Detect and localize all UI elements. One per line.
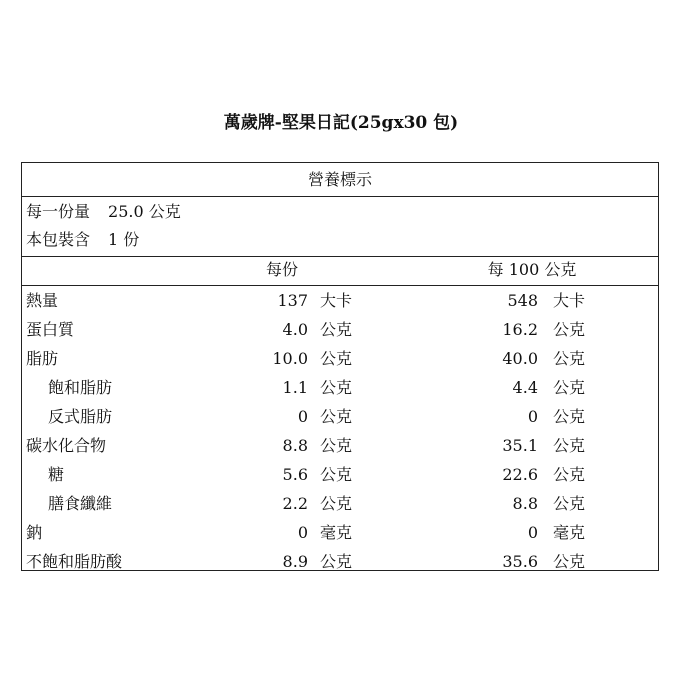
per-100g-value: 35.1: [502, 436, 538, 455]
nutrient-row: [22, 519, 658, 548]
nutrition-facts-table: [21, 162, 659, 571]
per-100g-unit: 公克: [553, 465, 586, 484]
divider: [22, 285, 658, 286]
per-serving-value: 4.0: [282, 320, 308, 339]
per-100g-unit: 公克: [553, 436, 586, 455]
divider: [22, 196, 658, 197]
column-header-per-serving: 每份: [265, 260, 298, 279]
per-100g-value: 35.6: [502, 552, 538, 571]
per-100g-value: 0: [527, 523, 538, 542]
per-100g-value: 40.0: [502, 349, 538, 368]
nutrient-name: 熱量: [26, 291, 59, 310]
nutrient-name: 蛋白質: [26, 320, 75, 339]
nutrient-row: [22, 345, 658, 374]
per-serving-unit: 公克: [320, 552, 353, 571]
per-serving-unit: 公克: [320, 494, 353, 513]
nutrient-row: [22, 316, 658, 345]
per-serving-value: 137: [277, 291, 308, 310]
nutrient-row: [22, 461, 658, 490]
per-100g-value: 4.4: [512, 378, 538, 397]
serving-size-value: 25.0 公克: [108, 202, 181, 221]
nutrient-row: [22, 374, 658, 403]
product-title: 萬歲牌-堅果日記(25gx30 包): [223, 113, 459, 133]
nutrient-row: [22, 548, 658, 577]
servings-label: 本包裝含: [26, 230, 91, 249]
nutrient-name: 糖: [48, 465, 65, 484]
per-serving-unit: 毫克: [320, 523, 353, 542]
per-100g-unit: 公克: [553, 552, 586, 571]
per-100g-value: 0: [527, 407, 538, 426]
per-100g-value: 16.2: [502, 320, 538, 339]
per-serving-value: 2.2: [282, 494, 308, 513]
per-serving-unit: 公克: [320, 436, 353, 455]
per-serving-unit: 公克: [320, 465, 353, 484]
serving-size-label: 每一份量: [26, 202, 91, 221]
nutrient-name: 反式脂肪: [48, 407, 113, 426]
per-serving-unit: 大卡: [320, 291, 353, 310]
per-100g-unit: 大卡: [553, 291, 586, 310]
servings-value: 1 份: [108, 230, 140, 249]
divider: [22, 256, 658, 257]
per-100g-value: 8.8: [512, 494, 538, 513]
per-100g-value: 22.6: [502, 465, 538, 484]
per-serving-unit: 公克: [320, 407, 353, 426]
per-100g-unit: 公克: [553, 349, 586, 368]
nutrient-name: 不飽和脂肪酸: [26, 552, 123, 571]
per-serving-value: 10.0: [272, 349, 308, 368]
per-100g-unit: 公克: [553, 320, 586, 339]
nutrient-row: [22, 287, 658, 316]
nutrient-name: 飽和脂肪: [48, 378, 113, 397]
nutrition-heading: 營養標示: [307, 170, 372, 189]
per-serving-value: 0: [297, 523, 308, 542]
per-serving-unit: 公克: [320, 378, 353, 397]
nutrient-row: [22, 403, 658, 432]
nutrient-row: [22, 490, 658, 519]
per-serving-value: 1.1: [282, 378, 308, 397]
nutrient-name: 鈉: [26, 523, 43, 542]
per-serving-value: 0: [297, 407, 308, 426]
per-serving-value: 5.6: [282, 465, 308, 484]
per-100g-unit: 毫克: [553, 523, 586, 542]
nutrient-name: 碳水化合物: [26, 436, 107, 455]
nutrient-name: 脂肪: [26, 349, 59, 368]
per-100g-unit: 公克: [553, 494, 586, 513]
per-serving-value: 8.9: [282, 552, 308, 571]
servings-per-package-line: [26, 230, 139, 250]
per-100g-value: 548: [507, 291, 538, 310]
serving-size-line: [26, 202, 181, 222]
column-header-per-100g: 每 100 公克: [487, 260, 577, 279]
nutrient-row: [22, 432, 658, 461]
per-serving-unit: 公克: [320, 320, 353, 339]
nutrient-name: 膳食纖維: [48, 494, 113, 513]
per-100g-unit: 公克: [553, 378, 586, 397]
per-serving-unit: 公克: [320, 349, 353, 368]
per-serving-value: 8.8: [282, 436, 308, 455]
per-100g-unit: 公克: [553, 407, 586, 426]
